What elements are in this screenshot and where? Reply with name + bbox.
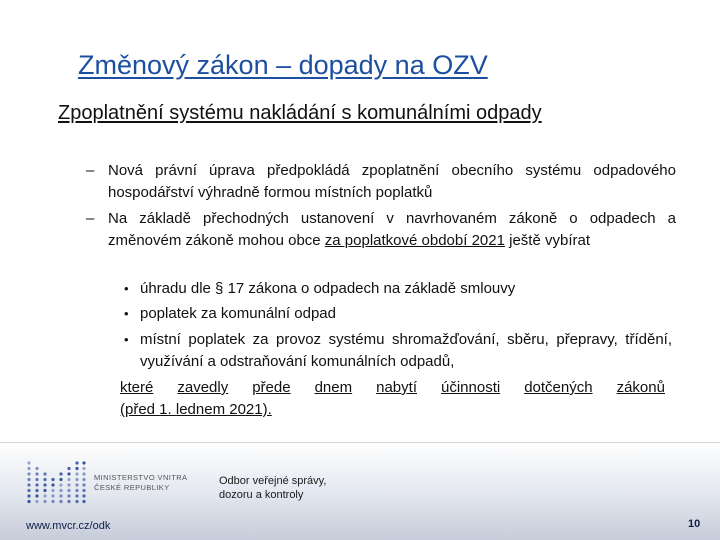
- logo-dot: [75, 500, 78, 503]
- logo-dot: [51, 483, 54, 486]
- logo-dot: [59, 472, 62, 475]
- logo-dot: [67, 489, 70, 492]
- tail-word: zavedly: [177, 379, 229, 396]
- bullet-item-2: [124, 303, 672, 325]
- logo-dot: [75, 467, 78, 470]
- tail-word: přede: [252, 379, 291, 396]
- ministry-logo-icon: [26, 460, 88, 504]
- logo-dot: [27, 483, 30, 486]
- logo-dot: [51, 500, 54, 503]
- logo-dot: [27, 472, 30, 475]
- logo-dot: [75, 489, 78, 492]
- logo-dot: [67, 472, 70, 475]
- logo-dot: [59, 478, 62, 481]
- logo-dot: [27, 467, 30, 470]
- subtitle-text: Zpoplatnění systému nakládání s komunálními odpady: [58, 102, 542, 124]
- logo-dot: [82, 489, 85, 492]
- logo-dot: [35, 467, 38, 470]
- website-url: www.mvcr.cz/odk: [26, 520, 111, 532]
- logo-dot: [51, 494, 54, 497]
- tail-word: zákonů: [616, 379, 665, 396]
- dash-item-text: Nová právní úprava předpokládá zpoplatnění obecního systému odpadového hospodářství výhradně formou místních poplatků: [108, 162, 676, 201]
- logo-dot: [75, 494, 78, 497]
- tail-word: které: [120, 379, 154, 396]
- slide-title: Změnový zákon – dopady na OZV: [78, 50, 488, 80]
- bullet-item-3: [124, 329, 672, 373]
- bullet-marker: •: [124, 332, 129, 347]
- page-number: 10: [688, 518, 701, 530]
- dash-marker: –: [86, 210, 95, 227]
- ministry-name-line-1: MINISTERSTVO VNITRA: [94, 473, 188, 482]
- logo-dot: [35, 483, 38, 486]
- bullet-item-1: [124, 278, 672, 300]
- logo-dot: [43, 478, 46, 481]
- tail-word: dnem: [314, 379, 353, 396]
- logo-dot: [35, 500, 38, 503]
- logo-dot: [43, 500, 46, 503]
- department-line-2: dozoru a kontroly: [219, 489, 304, 501]
- dash-item-2: [86, 208, 676, 252]
- logo-dot: [27, 489, 30, 492]
- logo-dot: [82, 494, 85, 497]
- tail-word: dotčených: [524, 379, 593, 396]
- bullet-marker: •: [124, 306, 129, 321]
- logo-dot: [82, 500, 85, 503]
- logo-dot: [75, 472, 78, 475]
- logo-dot: [59, 494, 62, 497]
- tail-line-1: [120, 377, 665, 399]
- logo-dot: [67, 478, 70, 481]
- tail-text: [120, 377, 665, 421]
- logo-dot: [67, 494, 70, 497]
- dash-item-text-end: ještě vybírat: [504, 232, 590, 249]
- logo-dot: [35, 472, 38, 475]
- logo-dot: [67, 500, 70, 503]
- dash-item-1: [86, 160, 676, 204]
- logo-dot: [35, 478, 38, 481]
- logo-dot: [27, 500, 30, 503]
- logo-dot: [27, 461, 30, 464]
- logo-dot: [43, 489, 46, 492]
- underlined-period: za poplatkové období 2021: [324, 232, 505, 249]
- logo-dot: [75, 461, 78, 464]
- logo-dot: [35, 489, 38, 492]
- logo-dot: [35, 494, 38, 497]
- logo-dot: [75, 483, 78, 486]
- dash-marker: –: [86, 162, 95, 179]
- tail-word: nabytí: [376, 379, 417, 396]
- logo-dot: [43, 494, 46, 497]
- logo-dot: [75, 478, 78, 481]
- department-name: [219, 474, 326, 502]
- logo-dot: [51, 489, 54, 492]
- logo-dot: [59, 489, 62, 492]
- logo-dot: [82, 467, 85, 470]
- logo-dot: [82, 483, 85, 486]
- logo-dot: [82, 478, 85, 481]
- logo-dot: [82, 472, 85, 475]
- bullet-text: poplatek za komunální odpad: [140, 305, 336, 322]
- department-line-1: Odbor veřejné správy,: [219, 475, 327, 487]
- bullet-text: místní poplatek za provoz systému shromažďování, sběru, přepravy, třídění, využívání a odstraňování komunálních odpadů,: [140, 331, 672, 370]
- bullet-marker: •: [124, 281, 129, 296]
- logo-dot: [43, 472, 46, 475]
- tail-line-2: (před 1. lednem 2021).: [120, 401, 272, 418]
- logo-dot: [67, 483, 70, 486]
- ministry-name-line-2: ČESKÉ REPUBLIKY: [94, 483, 170, 492]
- footer-divider: [0, 442, 720, 443]
- ministry-name: [94, 473, 187, 493]
- logo-dot: [43, 483, 46, 486]
- logo-dot: [27, 494, 30, 497]
- tail-word: účinnosti: [441, 379, 501, 396]
- logo-dot: [59, 500, 62, 503]
- bullet-text: úhradu dle § 17 zákona o odpadech na základě smlouvy: [140, 280, 516, 297]
- logo-dot: [67, 467, 70, 470]
- logo-dot: [51, 478, 54, 481]
- logo-dot: [27, 478, 30, 481]
- logo-dot: [59, 483, 62, 486]
- slide-subtitle: [50, 100, 610, 126]
- dash-item-text: Na základě přechodných ustanovení v navrhovaném zákoně o odpadech a změnovém zákoně mohou obce: [108, 210, 676, 249]
- logo-dot: [82, 461, 85, 464]
